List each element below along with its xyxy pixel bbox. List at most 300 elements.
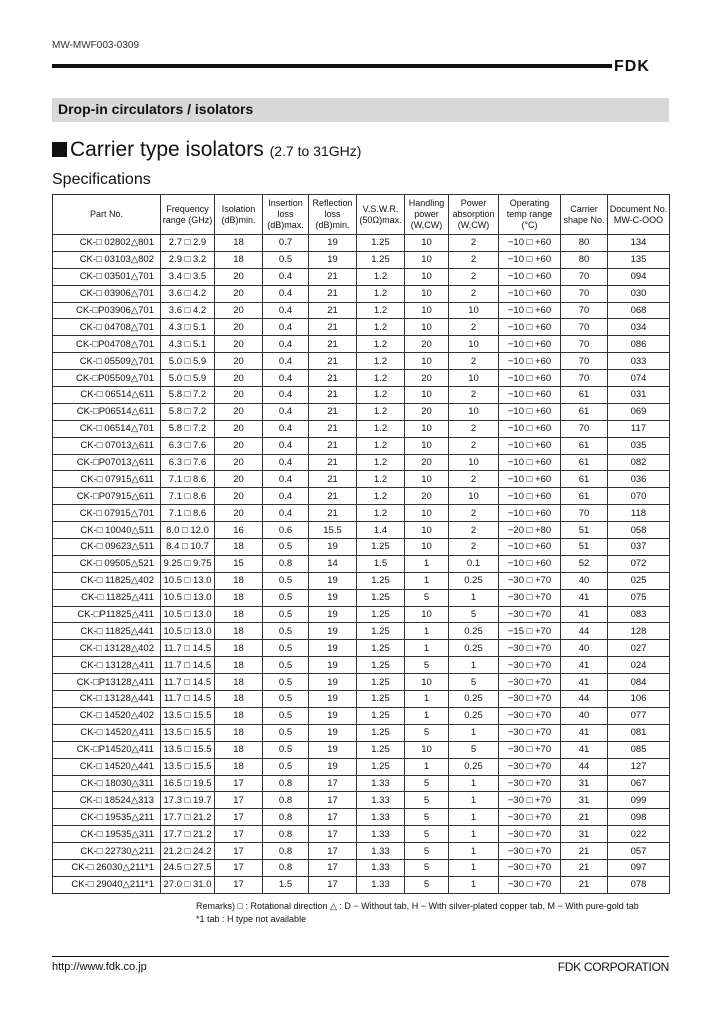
cell-document-no: 099	[608, 792, 670, 809]
cell-document-no: 025	[608, 572, 670, 589]
table-row	[53, 589, 670, 606]
table-row	[53, 792, 670, 809]
cell-operating-temp: −10 □ +60	[499, 471, 561, 488]
cell-operating-temp: −30 □ +70	[499, 691, 561, 708]
cell-reflection-loss: 19	[309, 707, 357, 724]
cell-insertion-loss: 0.8	[263, 775, 309, 792]
cell-carrier-shape: 41	[561, 724, 608, 741]
cell-handling-power: 5	[405, 809, 449, 826]
cell-part-no: CK-□ 03501△701	[53, 268, 161, 285]
cell-power-absorption: 0.1	[449, 555, 499, 572]
footer-rule	[52, 956, 669, 957]
cell-frequency: 6.3 □ 7.6	[161, 454, 215, 471]
cell-carrier-shape: 70	[561, 336, 608, 353]
cell-carrier-shape: 70	[561, 370, 608, 387]
cell-document-no: 037	[608, 539, 670, 556]
cell-document-no: 083	[608, 606, 670, 623]
cell-frequency: 3.6 □ 4.2	[161, 285, 215, 302]
cell-power-absorption: 0.25	[449, 572, 499, 589]
cell-carrier-shape: 51	[561, 539, 608, 556]
cell-handling-power: 20	[405, 336, 449, 353]
cell-isolation: 20	[215, 319, 263, 336]
cell-document-no: 086	[608, 336, 670, 353]
cell-power-absorption: 0.25	[449, 640, 499, 657]
cell-frequency: 4.3 □ 5.1	[161, 336, 215, 353]
cell-part-no: CK-□ 10040△511	[53, 522, 161, 539]
cell-power-absorption: 2	[449, 319, 499, 336]
cell-reflection-loss: 14	[309, 555, 357, 572]
cell-reflection-loss: 21	[309, 387, 357, 404]
cell-handling-power: 10	[405, 437, 449, 454]
cell-isolation: 20	[215, 471, 263, 488]
cell-frequency: 10.5 □ 13.0	[161, 623, 215, 640]
cell-operating-temp: −30 □ +70	[499, 674, 561, 691]
cell-reflection-loss: 19	[309, 674, 357, 691]
cell-handling-power: 10	[405, 387, 449, 404]
cell-insertion-loss: 0.5	[263, 741, 309, 758]
cell-carrier-shape: 21	[561, 859, 608, 876]
cell-insertion-loss: 0.8	[263, 826, 309, 843]
cell-reflection-loss: 17	[309, 859, 357, 876]
cell-handling-power: 1	[405, 555, 449, 572]
table-row	[53, 319, 670, 336]
cell-insertion-loss: 0.4	[263, 302, 309, 319]
table-row	[53, 235, 670, 252]
cell-isolation: 18	[215, 674, 263, 691]
cell-document-no: 069	[608, 403, 670, 420]
cell-power-absorption: 0.25	[449, 623, 499, 640]
table-header-row	[53, 195, 670, 235]
cell-frequency: 10.5 □ 13.0	[161, 606, 215, 623]
cell-operating-temp: −30 □ +70	[499, 572, 561, 589]
cell-isolation: 20	[215, 302, 263, 319]
table-row	[53, 522, 670, 539]
cell-vswr: 1.2	[357, 488, 405, 505]
cell-handling-power: 10	[405, 606, 449, 623]
cell-vswr: 1.25	[357, 251, 405, 268]
fdk-logo: FDK	[614, 58, 650, 75]
cell-insertion-loss: 0.4	[263, 454, 309, 471]
col-header-document-no: Document No. MW-C-OOO	[608, 195, 670, 235]
cell-frequency: 11.7 □ 14.5	[161, 691, 215, 708]
cell-reflection-loss: 19	[309, 251, 357, 268]
table-row	[53, 707, 670, 724]
cell-document-no: 033	[608, 353, 670, 370]
cell-operating-temp: −30 □ +70	[499, 843, 561, 860]
cell-handling-power: 10	[405, 285, 449, 302]
table-row	[53, 471, 670, 488]
cell-isolation: 18	[215, 251, 263, 268]
table-row	[53, 724, 670, 741]
cell-part-no: CK-□ 29040△211*1	[53, 876, 161, 893]
cell-frequency: 5.8 □ 7.2	[161, 403, 215, 420]
cell-vswr: 1.33	[357, 809, 405, 826]
cell-power-absorption: 2	[449, 268, 499, 285]
cell-power-absorption: 1	[449, 792, 499, 809]
cell-isolation: 18	[215, 758, 263, 775]
cell-isolation: 18	[215, 657, 263, 674]
table-row	[53, 488, 670, 505]
cell-vswr: 1.2	[357, 387, 405, 404]
cell-vswr: 1.33	[357, 876, 405, 893]
cell-vswr: 1.4	[357, 522, 405, 539]
cell-document-no: 034	[608, 319, 670, 336]
cell-carrier-shape: 44	[561, 758, 608, 775]
cell-power-absorption: 2	[449, 251, 499, 268]
cell-document-no: 118	[608, 505, 670, 522]
cell-part-no: CK-□ 05509△701	[53, 353, 161, 370]
cell-operating-temp: −20 □ +80	[499, 522, 561, 539]
cell-reflection-loss: 21	[309, 437, 357, 454]
cell-carrier-shape: 61	[561, 471, 608, 488]
cell-document-no: 106	[608, 691, 670, 708]
cell-operating-temp: −10 □ +60	[499, 403, 561, 420]
cell-carrier-shape: 70	[561, 353, 608, 370]
cell-reflection-loss: 21	[309, 403, 357, 420]
header-rule	[52, 64, 612, 68]
cell-carrier-shape: 61	[561, 387, 608, 404]
cell-document-no: 098	[608, 809, 670, 826]
cell-handling-power: 10	[405, 268, 449, 285]
cell-vswr: 1.25	[357, 235, 405, 252]
table-row	[53, 555, 670, 572]
cell-vswr: 1.33	[357, 826, 405, 843]
cell-part-no: CK-□ 07013△611	[53, 437, 161, 454]
cell-isolation: 17	[215, 826, 263, 843]
cell-carrier-shape: 31	[561, 775, 608, 792]
cell-part-no: CK-□ 02802△801	[53, 235, 161, 252]
cell-carrier-shape: 80	[561, 251, 608, 268]
cell-insertion-loss: 0.5	[263, 640, 309, 657]
table-row	[53, 859, 670, 876]
cell-insertion-loss: 0.5	[263, 623, 309, 640]
cell-frequency: 4.3 □ 5.1	[161, 319, 215, 336]
cell-insertion-loss: 0.5	[263, 589, 309, 606]
cell-part-no: CK-□ 03906△701	[53, 285, 161, 302]
cell-vswr: 1.25	[357, 539, 405, 556]
col-header-reflection-loss: Reflection loss (dB)min.	[309, 195, 357, 235]
cell-power-absorption: 1	[449, 775, 499, 792]
cell-vswr: 1.25	[357, 657, 405, 674]
cell-reflection-loss: 15.5	[309, 522, 357, 539]
cell-document-no: 084	[608, 674, 670, 691]
col-header-insertion-loss: Insertion loss (dB)max.	[263, 195, 309, 235]
table-row	[53, 454, 670, 471]
cell-document-no: 127	[608, 758, 670, 775]
cell-reflection-loss: 19	[309, 691, 357, 708]
cell-frequency: 5.0 □ 5.9	[161, 353, 215, 370]
cell-vswr: 1.25	[357, 707, 405, 724]
page-subtitle: (2.7 to 31GHz)	[269, 143, 362, 159]
cell-handling-power: 1	[405, 707, 449, 724]
cell-insertion-loss: 0.4	[263, 471, 309, 488]
cell-frequency: 17.3 □ 19.7	[161, 792, 215, 809]
cell-frequency: 3.4 □ 3.5	[161, 268, 215, 285]
cell-handling-power: 5	[405, 859, 449, 876]
cell-power-absorption: 2	[449, 235, 499, 252]
cell-vswr: 1.2	[357, 471, 405, 488]
col-header-handling-power: Handling power (W,CW)	[405, 195, 449, 235]
cell-vswr: 1.2	[357, 370, 405, 387]
cell-reflection-loss: 21	[309, 370, 357, 387]
cell-reflection-loss: 17	[309, 775, 357, 792]
cell-insertion-loss: 0.5	[263, 539, 309, 556]
cell-vswr: 1.25	[357, 758, 405, 775]
cell-reflection-loss: 21	[309, 505, 357, 522]
cell-frequency: 16.5 □ 19.5	[161, 775, 215, 792]
cell-document-no: 074	[608, 370, 670, 387]
cell-frequency: 11.7 □ 14.5	[161, 640, 215, 657]
cell-insertion-loss: 0.4	[263, 488, 309, 505]
cell-reflection-loss: 21	[309, 319, 357, 336]
cell-reflection-loss: 19	[309, 623, 357, 640]
cell-carrier-shape: 41	[561, 589, 608, 606]
cell-document-no: 030	[608, 285, 670, 302]
cell-isolation: 18	[215, 623, 263, 640]
cell-power-absorption: 10	[449, 302, 499, 319]
cell-power-absorption: 1	[449, 724, 499, 741]
cell-power-absorption: 1	[449, 809, 499, 826]
cell-operating-temp: −30 □ +70	[499, 758, 561, 775]
cell-frequency: 21.2 □ 24.2	[161, 843, 215, 860]
cell-carrier-shape: 61	[561, 454, 608, 471]
cell-vswr: 1.25	[357, 741, 405, 758]
cell-vswr: 1.33	[357, 843, 405, 860]
cell-vswr: 1.33	[357, 775, 405, 792]
cell-operating-temp: −10 □ +60	[499, 488, 561, 505]
cell-carrier-shape: 80	[561, 235, 608, 252]
cell-insertion-loss: 0.5	[263, 707, 309, 724]
cell-handling-power: 20	[405, 488, 449, 505]
cell-vswr: 1.2	[357, 319, 405, 336]
page-title	[52, 138, 361, 162]
cell-insertion-loss: 0.4	[263, 336, 309, 353]
cell-operating-temp: −30 □ +70	[499, 606, 561, 623]
cell-vswr: 1.33	[357, 792, 405, 809]
cell-carrier-shape: 31	[561, 826, 608, 843]
cell-document-no: 070	[608, 488, 670, 505]
col-header-carrier-shape: Carrier shape No.	[561, 195, 608, 235]
table-row	[53, 809, 670, 826]
table-body	[53, 235, 670, 894]
cell-handling-power: 1	[405, 640, 449, 657]
cell-carrier-shape: 70	[561, 302, 608, 319]
cell-power-absorption: 2	[449, 471, 499, 488]
cell-part-no: CK-□P04708△701	[53, 336, 161, 353]
cell-operating-temp: −10 □ +60	[499, 251, 561, 268]
cell-isolation: 20	[215, 488, 263, 505]
cell-power-absorption: 5	[449, 674, 499, 691]
cell-handling-power: 10	[405, 420, 449, 437]
cell-isolation: 20	[215, 437, 263, 454]
cell-reflection-loss: 19	[309, 640, 357, 657]
cell-power-absorption: 2	[449, 387, 499, 404]
cell-document-no: 135	[608, 251, 670, 268]
cell-handling-power: 5	[405, 775, 449, 792]
cell-insertion-loss: 0.4	[263, 505, 309, 522]
cell-vswr: 1.2	[357, 437, 405, 454]
cell-carrier-shape: 52	[561, 555, 608, 572]
cell-power-absorption: 2	[449, 522, 499, 539]
cell-handling-power: 10	[405, 741, 449, 758]
cell-operating-temp: −10 □ +60	[499, 268, 561, 285]
cell-operating-temp: −30 □ +70	[499, 657, 561, 674]
cell-power-absorption: 10	[449, 403, 499, 420]
cell-reflection-loss: 21	[309, 268, 357, 285]
spec-heading: Specifications	[52, 171, 151, 188]
square-bullet-icon	[52, 142, 67, 157]
cell-operating-temp: −30 □ +70	[499, 741, 561, 758]
cell-vswr: 1.25	[357, 572, 405, 589]
cell-vswr: 1.2	[357, 302, 405, 319]
cell-power-absorption: 0.25	[449, 758, 499, 775]
cell-insertion-loss: 0.4	[263, 319, 309, 336]
cell-part-no: CK-□ 13128△411	[53, 657, 161, 674]
cell-part-no: CK-□P13128△411	[53, 674, 161, 691]
cell-isolation: 18	[215, 589, 263, 606]
cell-insertion-loss: 0.4	[263, 268, 309, 285]
cell-part-no: CK-□ 13128△441	[53, 691, 161, 708]
cell-frequency: 13.5 □ 15.5	[161, 707, 215, 724]
cell-power-absorption: 1	[449, 876, 499, 893]
cell-carrier-shape: 40	[561, 572, 608, 589]
cell-document-no: 072	[608, 555, 670, 572]
section-title: Drop-in circulators / isolators	[58, 101, 254, 117]
cell-operating-temp: −30 □ +70	[499, 876, 561, 893]
cell-vswr: 1.2	[357, 285, 405, 302]
cell-reflection-loss: 19	[309, 235, 357, 252]
cell-power-absorption: 5	[449, 741, 499, 758]
cell-carrier-shape: 70	[561, 505, 608, 522]
cell-document-no: 085	[608, 741, 670, 758]
cell-reflection-loss: 19	[309, 606, 357, 623]
cell-document-no: 078	[608, 876, 670, 893]
cell-isolation: 18	[215, 235, 263, 252]
cell-operating-temp: −10 □ +60	[499, 505, 561, 522]
cell-carrier-shape: 41	[561, 674, 608, 691]
cell-isolation: 17	[215, 843, 263, 860]
table-row	[53, 674, 670, 691]
cell-part-no: CK-□ 04708△701	[53, 319, 161, 336]
cell-isolation: 16	[215, 522, 263, 539]
cell-reflection-loss: 21	[309, 302, 357, 319]
cell-isolation: 20	[215, 353, 263, 370]
cell-operating-temp: −10 □ +60	[499, 387, 561, 404]
cell-part-no: CK-□ 11825△411	[53, 589, 161, 606]
cell-insertion-loss: 0.4	[263, 387, 309, 404]
cell-isolation: 18	[215, 606, 263, 623]
cell-handling-power: 1	[405, 572, 449, 589]
cell-part-no: CK-□P03906△701	[53, 302, 161, 319]
cell-carrier-shape: 61	[561, 437, 608, 454]
cell-isolation: 18	[215, 724, 263, 741]
cell-operating-temp: −10 □ +60	[499, 302, 561, 319]
cell-operating-temp: −10 □ +60	[499, 336, 561, 353]
cell-handling-power: 1	[405, 623, 449, 640]
cell-part-no: CK-□ 11825△402	[53, 572, 161, 589]
cell-frequency: 27.0 □ 31.0	[161, 876, 215, 893]
cell-reflection-loss: 17	[309, 792, 357, 809]
cell-isolation: 18	[215, 640, 263, 657]
cell-operating-temp: −30 □ +70	[499, 792, 561, 809]
cell-part-no: CK-□ 19535△211	[53, 809, 161, 826]
table-row	[53, 640, 670, 657]
col-header-vswr: V.S.W.R. (50Ω)max.	[357, 195, 405, 235]
cell-frequency: 2.7 □ 2.9	[161, 235, 215, 252]
cell-insertion-loss: 0.4	[263, 353, 309, 370]
cell-insertion-loss: 0.8	[263, 555, 309, 572]
cell-operating-temp: −10 □ +60	[499, 285, 561, 302]
tab-note: *1 tab : H type not available	[196, 914, 307, 924]
cell-insertion-loss: 0.8	[263, 792, 309, 809]
cell-handling-power: 5	[405, 826, 449, 843]
cell-insertion-loss: 1.5	[263, 876, 309, 893]
cell-vswr: 1.25	[357, 623, 405, 640]
cell-part-no: CK-□ 14520△411	[53, 724, 161, 741]
table-row	[53, 758, 670, 775]
table-row	[53, 691, 670, 708]
cell-carrier-shape: 21	[561, 843, 608, 860]
cell-carrier-shape: 51	[561, 522, 608, 539]
cell-carrier-shape: 44	[561, 623, 608, 640]
footer-url[interactable]: http://www.fdk.co.jp	[52, 961, 147, 973]
cell-operating-temp: −10 □ +60	[499, 319, 561, 336]
cell-handling-power: 10	[405, 353, 449, 370]
cell-isolation: 20	[215, 336, 263, 353]
cell-document-no: 057	[608, 843, 670, 860]
cell-document-no: 117	[608, 420, 670, 437]
cell-carrier-shape: 21	[561, 809, 608, 826]
cell-isolation: 18	[215, 572, 263, 589]
cell-handling-power: 10	[405, 302, 449, 319]
cell-isolation: 15	[215, 555, 263, 572]
cell-reflection-loss: 21	[309, 336, 357, 353]
cell-document-no: 067	[608, 775, 670, 792]
cell-carrier-shape: 70	[561, 319, 608, 336]
table-row	[53, 268, 670, 285]
cell-carrier-shape: 61	[561, 488, 608, 505]
cell-document-no: 031	[608, 387, 670, 404]
cell-part-no: CK-□ 06514△611	[53, 387, 161, 404]
cell-insertion-loss: 0.4	[263, 437, 309, 454]
cell-reflection-loss: 21	[309, 471, 357, 488]
cell-vswr: 1.2	[357, 353, 405, 370]
cell-frequency: 11.7 □ 14.5	[161, 674, 215, 691]
page-title-text: Carrier type isolators	[70, 138, 264, 161]
cell-frequency: 24.5 □ 27.5	[161, 859, 215, 876]
cell-part-no: CK-□ 19535△311	[53, 826, 161, 843]
cell-part-no: CK-□ 07915△611	[53, 471, 161, 488]
cell-isolation: 20	[215, 403, 263, 420]
cell-insertion-loss: 0.4	[263, 370, 309, 387]
cell-document-no: 075	[608, 589, 670, 606]
cell-carrier-shape: 61	[561, 403, 608, 420]
cell-isolation: 20	[215, 454, 263, 471]
cell-isolation: 20	[215, 420, 263, 437]
cell-power-absorption: 2	[449, 353, 499, 370]
cell-vswr: 1.25	[357, 640, 405, 657]
cell-operating-temp: −10 □ +60	[499, 539, 561, 556]
cell-isolation: 17	[215, 876, 263, 893]
cell-handling-power: 10	[405, 235, 449, 252]
cell-document-no: 097	[608, 859, 670, 876]
table-row	[53, 572, 670, 589]
table-row	[53, 606, 670, 623]
cell-reflection-loss: 21	[309, 353, 357, 370]
cell-part-no: CK-□P14520△411	[53, 741, 161, 758]
cell-handling-power: 10	[405, 471, 449, 488]
cell-insertion-loss: 0.5	[263, 674, 309, 691]
